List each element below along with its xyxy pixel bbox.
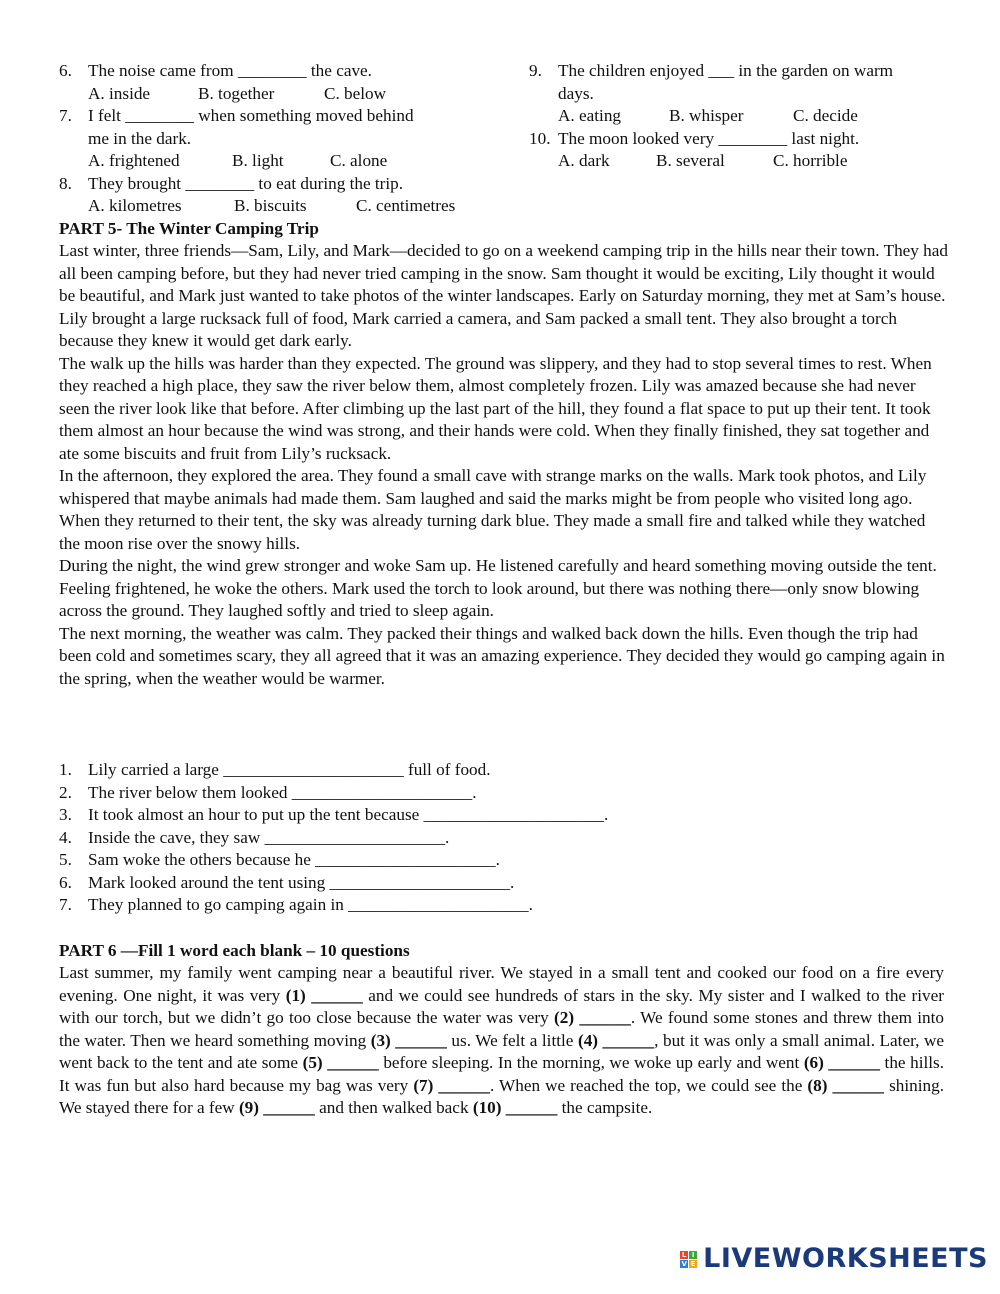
question-stem-continued: me in the dark. (88, 128, 192, 148)
question-number: 7. (59, 895, 72, 914)
blank-20[interactable]: (10) ______ (472, 1098, 558, 1117)
question-text[interactable]: Sam woke the others because he _____________________. (88, 850, 500, 869)
list-item (59, 894, 949, 917)
question-number: 7. (59, 106, 72, 125)
option-b[interactable]: B. together (198, 83, 275, 103)
cloze-text: . We found some stones and threw them into the water. Then we heard something moving (59, 1008, 944, 1050)
cloze-paragraph (59, 962, 944, 1120)
option-a[interactable]: A. inside (88, 83, 151, 103)
question-stem: I felt ________ when something moved behind (88, 106, 414, 125)
question-text[interactable]: Lily carried a large _____________________ full of food. (88, 760, 491, 779)
option-c[interactable]: C. decide (793, 106, 858, 125)
question-number: 10. (529, 128, 551, 148)
mcq-question-6 (59, 60, 489, 105)
question-number: 3. (59, 805, 72, 824)
list-item (59, 804, 949, 827)
question-text[interactable]: It took almost an hour to put up the tent because _____________________. (88, 805, 609, 824)
part6-heading: PART 6 —Fill 1 word each blank – 10 questions (59, 941, 410, 960)
blank-10[interactable]: (5) ______ (302, 1053, 379, 1072)
passage-paragraph: The walk up the hills was harder than they expected. The ground was slippery, and they had to stop several times to rest. When they reached a high place, they saw the river below them, almost completely frozen. Lily was amazed because she had never seen the river look like that before. After climbing up the last part of the hill, they found a flat space to put up their tent. It took them almost an hour because the wind was strong, and their hands were cold. When they finally finished, they sat together and ate some biscuits and fruit from Lily’s rucksack. (59, 353, 932, 463)
cloze-text: the hills. It was fun but also hard because my bag was very (59, 1053, 945, 1095)
question-number: 4. (59, 827, 72, 847)
question-text[interactable]: Mark looked around the tent using _____________________. (88, 872, 515, 892)
blank-14[interactable]: (7) ______ (413, 1075, 490, 1095)
logo-mark-tile: I (689, 1251, 697, 1259)
cloze-text: the campsite. (557, 1098, 653, 1117)
cloze-text: shining. We stayed there for a few (59, 1075, 944, 1117)
question-number: 1. (59, 760, 72, 779)
question-number: 6. (59, 61, 72, 80)
cloze-text: and we could see hundreds of stars in the sky. My sister and I walked to the river with our torch, but we didn’t go too close because the water was very (59, 985, 944, 1027)
logo-mark-tile: L (681, 1250, 687, 1259)
question-stem: The moon looked very ________ last night. (558, 128, 860, 148)
option-a[interactable]: A. eating (558, 106, 622, 125)
blank-16[interactable]: (8) ______ (807, 1075, 885, 1095)
liveworksheets-logo (680, 1244, 988, 1274)
cloze-text: and then walked back (314, 1098, 473, 1117)
list-item (59, 849, 949, 872)
mcq-question-7 (59, 105, 489, 173)
option-a[interactable]: A. dark (558, 151, 610, 170)
mcq-question-8 (59, 173, 489, 218)
blank-6[interactable]: (3) ______ (370, 1030, 447, 1050)
cloze-text: before sleeping. In the morning, we woke up early and went (378, 1053, 804, 1072)
passage-paragraph: In the afternoon, they explored the area. They found a small cave with strange marks on the walls. Mark took photos, and Lily whispered that maybe animals had made them. Sam laughed and said the marks might be from people who visited long ago. When they returned to their tent, the sky was already turning dark blue. They made a small fire and talked while they watched the moon rise over the snowy hills. (59, 466, 927, 553)
options-row (88, 150, 489, 173)
cloze-text: . When we reached the top, we could see the (489, 1075, 808, 1095)
blank-12[interactable]: (6) ______ (803, 1053, 880, 1072)
question-number: 8. (59, 173, 72, 193)
question-stem: The children enjoyed ___ in the garden on warm (558, 61, 894, 80)
question-stem: They brought ________ to eat during the trip. (88, 173, 404, 193)
mcq-question-9 (529, 60, 959, 128)
logo-mark-tile: E (690, 1259, 696, 1268)
option-a[interactable]: A. kilometres (88, 196, 182, 215)
part5-heading: PART 5- The Winter Camping Trip (59, 219, 319, 238)
question-text[interactable]: The river below them looked _____________________. (88, 782, 477, 802)
blank-18[interactable]: (9) ______ (238, 1098, 315, 1117)
option-c[interactable]: C. centimetres (356, 196, 456, 215)
blank-8[interactable]: (4) ______ (577, 1030, 655, 1050)
option-c[interactable]: C. horrible (773, 151, 848, 170)
options-row (558, 150, 959, 173)
logo-mark-icon (680, 1251, 697, 1268)
reading-passage (59, 240, 949, 690)
question-stem: The noise came from ________ the cave. (88, 61, 372, 80)
passage-paragraph: The next morning, the weather was calm. They packed their things and walked back down the hills. Even though the trip had been cold and sometimes scary, they all agreed that it was an amazing experience. They decided they would go camping again in the spring, when the weather would be warmer. (59, 623, 945, 688)
question-number: 6. (59, 872, 72, 892)
cloze-passage (59, 962, 944, 1120)
part5-questions (59, 759, 949, 917)
mcq-right-column (529, 60, 959, 173)
mcq-question-10 (529, 128, 959, 173)
option-b[interactable]: B. light (232, 151, 284, 170)
option-b[interactable]: B. several (656, 151, 725, 170)
options-row (558, 105, 959, 128)
option-a[interactable]: A. frightened (88, 151, 180, 170)
passage-paragraph: Last winter, three friends—Sam, Lily, and Mark—decided to go on a weekend camping trip in the hills near their town. They had all been camping before, but they had never tried camping in the snow. Sam thought it would be exciting, Lily thought it would be beautiful, and Mark just wanted to take photos of the winter landscapes. Early on Saturday morning, they met at Sam’s house. Lily brought a large rucksack full of food, Mark carried a camera, and Sam packed a small tent. They also brought a torch because they knew it would get dark early. (59, 241, 948, 350)
question-number: 5. (59, 850, 72, 869)
logo-text: LIVEWORKSHEETS (703, 1242, 988, 1274)
blank-2[interactable]: (1) ______ (285, 985, 363, 1005)
cloze-text: Last summer, my family went camping near a beautiful river. We stayed in a small tent and cooked our food on a fire every evening. One night, it was very (59, 963, 944, 1005)
option-b[interactable]: B. whisper (669, 106, 744, 125)
blank-4[interactable]: (2) ______ (554, 1008, 631, 1027)
options-row (88, 195, 489, 218)
passage-paragraph: During the night, the wind grew stronger and woke Sam up. He listened carefully and heard something moving outside the tent. Feeling frightened, he woke the others. Mark used the torch to look around, but there was nothing there—only snow blowing across the ground. They laughed softly and tried to sleep again. (59, 556, 937, 620)
cloze-text: us. We felt a little (446, 1030, 578, 1050)
mcq-left-column (59, 60, 489, 218)
option-b[interactable]: B. biscuits (234, 196, 307, 215)
list-item (59, 827, 949, 850)
option-c[interactable]: C. alone (330, 151, 388, 170)
question-number: 2. (59, 782, 72, 802)
options-row (88, 83, 489, 106)
question-number: 9. (529, 61, 542, 80)
logo-mark-tile: V (681, 1259, 687, 1268)
question-text[interactable]: They planned to go camping again in _____________________. (88, 895, 533, 914)
option-c[interactable]: C. below (324, 83, 387, 103)
question-text[interactable]: Inside the cave, they saw _____________________. (88, 827, 450, 847)
question-stem-continued: days. (558, 83, 594, 103)
list-item (59, 872, 949, 895)
cloze-text: , but it was only a small animal. Later, we went back to the tent and ate some (59, 1030, 945, 1072)
list-item (59, 759, 949, 782)
list-item (59, 782, 949, 805)
